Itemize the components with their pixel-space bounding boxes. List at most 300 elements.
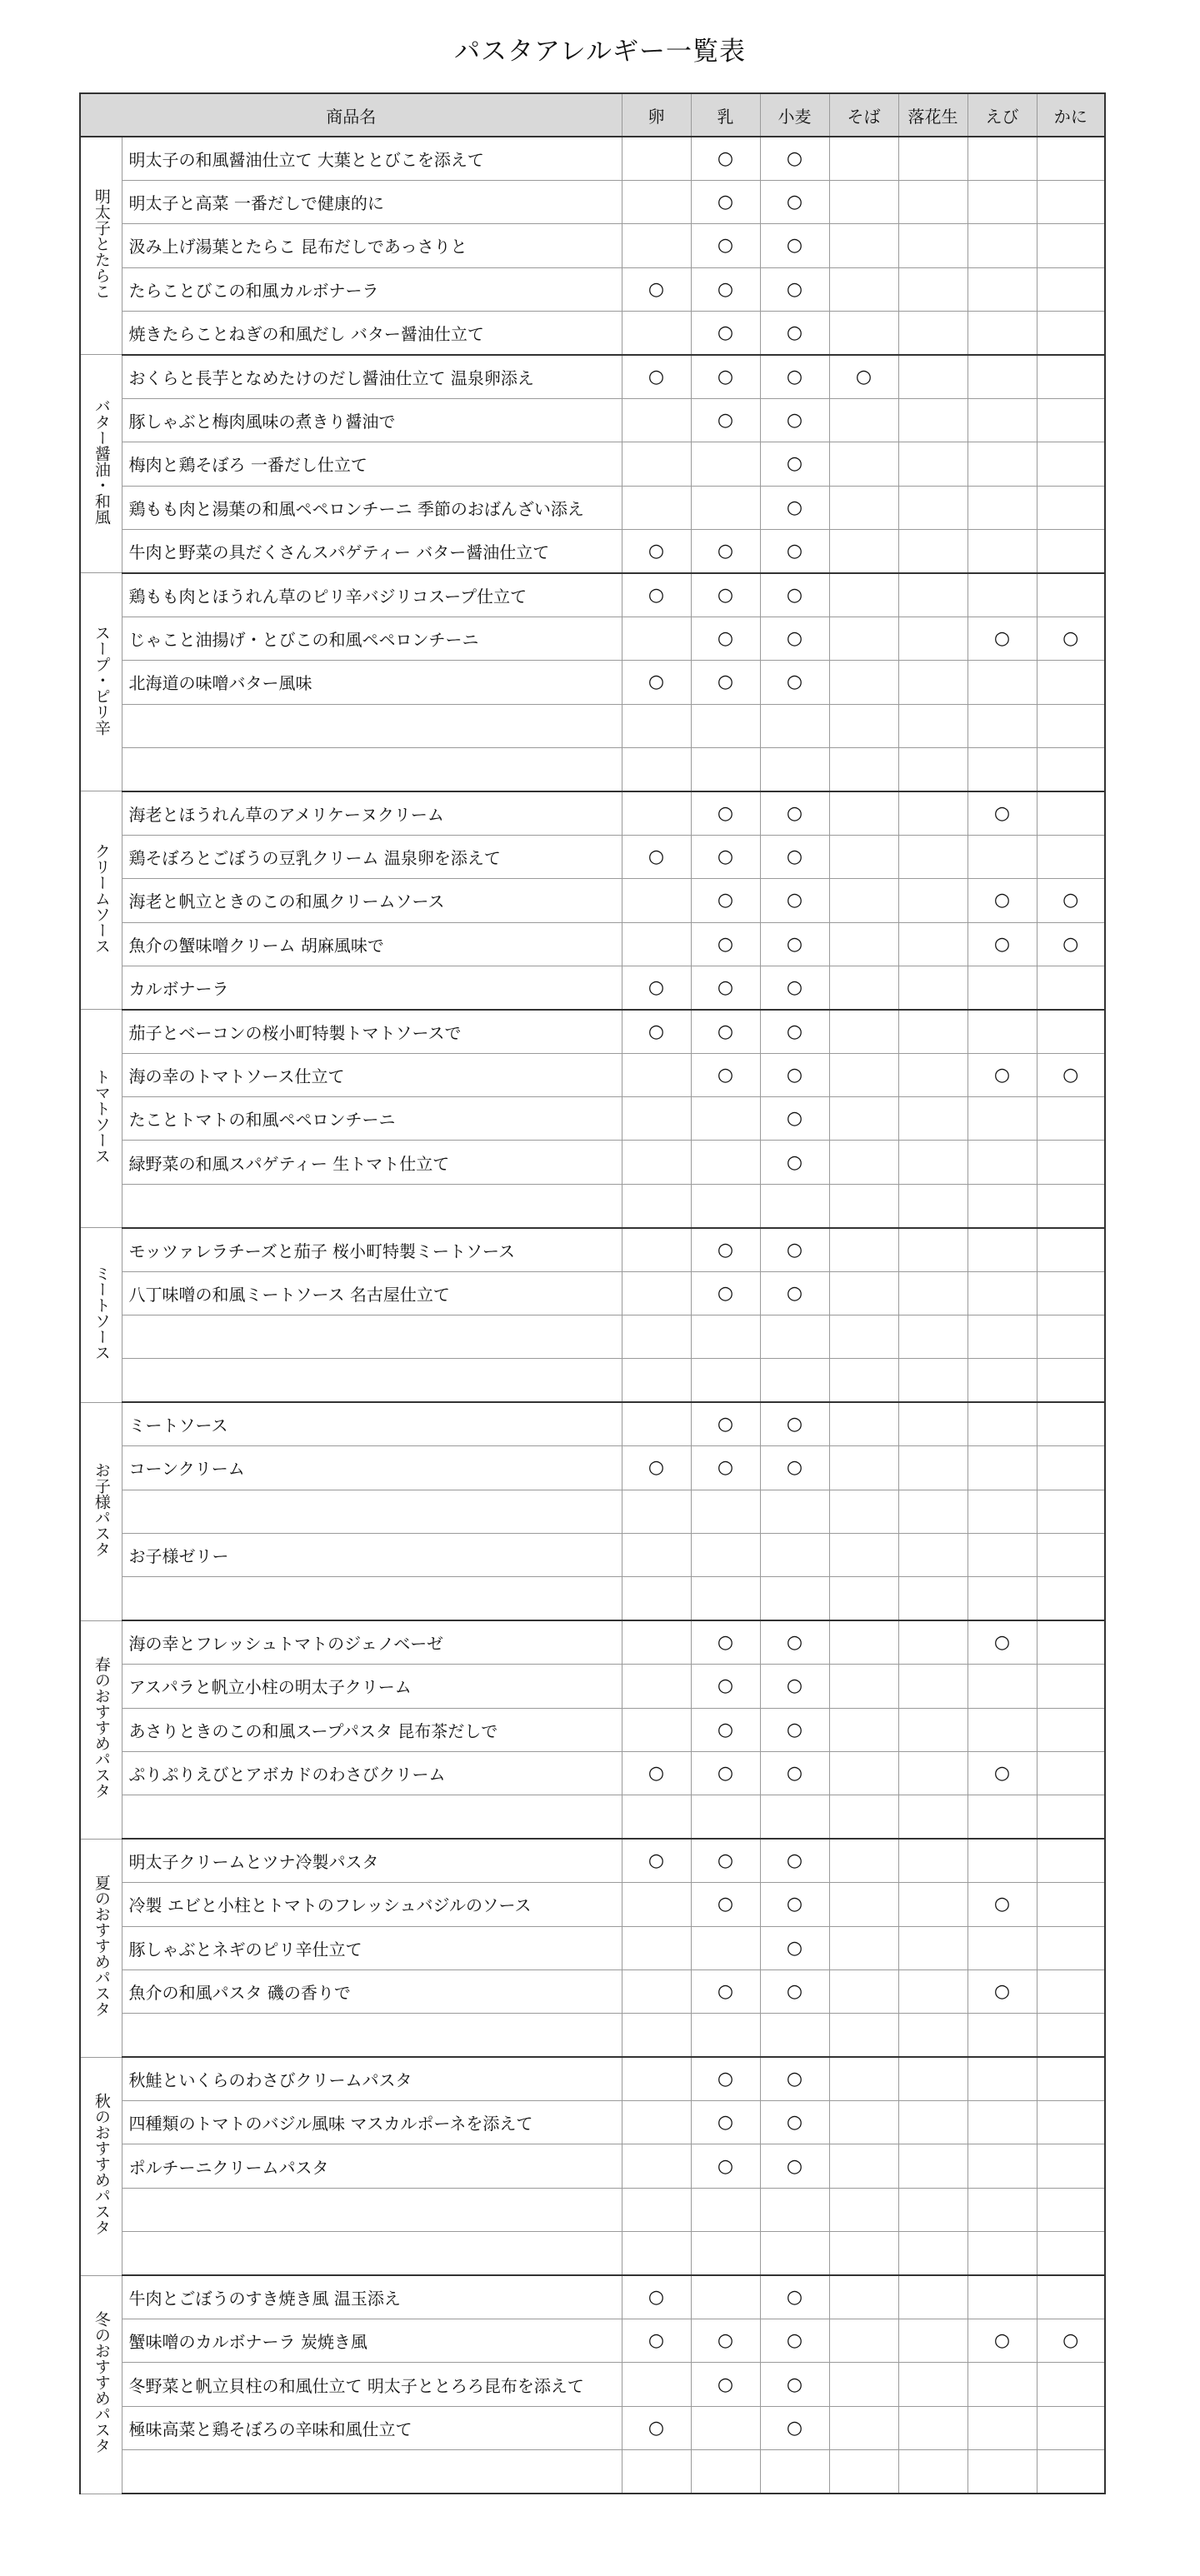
allergen-cell-wheat xyxy=(760,1577,829,1620)
allergen-cell-wheat xyxy=(760,2232,829,2275)
table-row xyxy=(80,1141,1105,1184)
allergen-cell-crab xyxy=(1037,1184,1105,1227)
allergen-cell-shrimp xyxy=(968,1446,1037,1490)
product-name-cell: 八丁味噌の和風ミートソース 名古屋仕立て xyxy=(122,1271,622,1315)
category-group xyxy=(80,1228,1105,1403)
allergen-cell-milk: ○ xyxy=(691,1665,760,1708)
allergen-cell-peanut xyxy=(898,617,968,660)
allergen-cell-shrimp xyxy=(968,2101,1037,2144)
allergen-cell-crab xyxy=(1037,530,1105,573)
allergen-cell-egg: ○ xyxy=(622,661,691,704)
allergen-cell-shrimp: ○ xyxy=(968,1620,1037,1664)
allergen-cell-peanut xyxy=(898,879,968,922)
allergen-cell-buckwheat xyxy=(829,661,898,704)
allergen-cell-shrimp xyxy=(968,312,1037,355)
allergen-cell-peanut xyxy=(898,2057,968,2100)
allergen-cell-milk: ○ xyxy=(691,661,760,704)
product-name-cell: 焼きたらことねぎの和風だし バター醤油仕立て xyxy=(122,312,622,355)
allergen-cell-shrimp: ○ xyxy=(968,879,1037,922)
table-row xyxy=(80,2363,1105,2406)
allergen-cell-shrimp xyxy=(968,966,1037,1009)
allergen-cell-buckwheat xyxy=(829,1446,898,1490)
allergen-cell-wheat: ○ xyxy=(760,530,829,573)
allergen-cell-crab xyxy=(1037,1534,1105,1577)
product-name-cell: モッツァレラチーズと茄子 桜小町特製ミートソース xyxy=(122,1228,622,1271)
allergen-cell-peanut xyxy=(898,1577,968,1620)
allergen-cell-buckwheat xyxy=(829,1097,898,1141)
header-egg: 卵 xyxy=(622,93,691,137)
allergen-cell-egg: ○ xyxy=(622,1839,691,1882)
allergen-cell-shrimp xyxy=(968,355,1037,398)
category-cell xyxy=(80,1839,122,2057)
allergen-cell-buckwheat xyxy=(829,2363,898,2406)
table-row xyxy=(80,1708,1105,1751)
allergen-cell-crab xyxy=(1037,1141,1105,1184)
category-label: 秋のおすすめパスタ xyxy=(92,2093,111,2236)
allergen-cell-shrimp: ○ xyxy=(968,791,1037,835)
allergen-cell-wheat: ○ xyxy=(760,2144,829,2188)
allergen-cell-milk: ○ xyxy=(691,2319,760,2363)
allergen-cell-milk xyxy=(691,2450,760,2494)
allergen-cell-buckwheat xyxy=(829,1620,898,1664)
table-row xyxy=(80,2319,1105,2363)
product-name-cell: 牛肉と野菜の具だくさんスパゲティー バター醤油仕立て xyxy=(122,530,622,573)
table-row xyxy=(80,1883,1105,1926)
allergen-cell-shrimp xyxy=(968,1577,1037,1620)
allergen-cell-shrimp xyxy=(968,1795,1037,1839)
allergen-cell-crab: ○ xyxy=(1037,922,1105,966)
allergen-cell-milk xyxy=(691,442,760,486)
allergen-cell-milk: ○ xyxy=(691,2057,760,2100)
allergen-cell-shrimp xyxy=(968,1184,1037,1227)
allergen-cell-wheat: ○ xyxy=(760,1228,829,1271)
allergen-cell-wheat xyxy=(760,2450,829,2494)
allergen-cell-milk xyxy=(691,1490,760,1533)
allergen-cell-crab xyxy=(1037,573,1105,617)
allergen-cell-buckwheat xyxy=(829,747,898,791)
allergen-cell-peanut xyxy=(898,922,968,966)
product-name-cell: 海老と帆立ときのこの和風クリームソース xyxy=(122,879,622,922)
allergen-cell-wheat: ○ xyxy=(760,1665,829,1708)
product-name-cell: 梅肉と鶏そぼろ 一番だし仕立て xyxy=(122,442,622,486)
allergen-cell-egg xyxy=(622,1969,691,2013)
allergen-cell-peanut xyxy=(898,1883,968,1926)
allergen-cell-egg xyxy=(622,1053,691,1096)
allergen-cell-egg: ○ xyxy=(622,2319,691,2363)
allergen-cell-shrimp: ○ xyxy=(968,922,1037,966)
category-label: スープ・ピリ辛 xyxy=(92,624,111,736)
allergen-cell-wheat xyxy=(760,1315,829,1359)
product-name-cell: 北海道の味噌バター風味 xyxy=(122,661,622,704)
allergen-cell-buckwheat xyxy=(829,2188,898,2231)
allergen-cell-shrimp xyxy=(968,2363,1037,2406)
allergen-cell-crab xyxy=(1037,1010,1105,1053)
allergen-cell-milk xyxy=(691,1315,760,1359)
allergen-cell-milk xyxy=(691,1097,760,1141)
allergen-cell-peanut xyxy=(898,1751,968,1795)
allergen-cell-buckwheat xyxy=(829,1271,898,1315)
allergen-cell-crab xyxy=(1037,2406,1105,2449)
allergen-cell-wheat xyxy=(760,704,829,747)
allergen-cell-buckwheat xyxy=(829,617,898,660)
allergen-cell-crab xyxy=(1037,2188,1105,2231)
allergen-cell-egg xyxy=(622,879,691,922)
product-name-cell: 海の幸のトマトソース仕立て xyxy=(122,1053,622,1096)
table-row xyxy=(80,2275,1105,2319)
allergen-cell-egg xyxy=(622,791,691,835)
allergen-cell-crab: ○ xyxy=(1037,1053,1105,1096)
allergen-cell-peanut xyxy=(898,442,968,486)
table-row xyxy=(80,704,1105,747)
allergen-cell-peanut xyxy=(898,1490,968,1533)
allergen-cell-peanut xyxy=(898,966,968,1009)
allergen-cell-shrimp xyxy=(968,1228,1037,1271)
table-row xyxy=(80,1315,1105,1359)
allergen-cell-shrimp: ○ xyxy=(968,1751,1037,1795)
table-row xyxy=(80,1751,1105,1795)
allergen-cell-buckwheat xyxy=(829,530,898,573)
category-label: クリームソース xyxy=(92,842,111,954)
category-label: 冬のおすすめパスタ xyxy=(92,2310,111,2454)
allergen-cell-crab: ○ xyxy=(1037,617,1105,660)
allergen-cell-milk: ○ xyxy=(691,137,760,180)
allergen-cell-egg xyxy=(622,312,691,355)
page-title: パスタアレルギー一覧表 xyxy=(454,37,746,67)
allergen-cell-crab xyxy=(1037,442,1105,486)
category-group xyxy=(80,1402,1105,1620)
product-name-cell: 茄子とベーコンの桜小町特製トマトソースで xyxy=(122,1010,622,1053)
table-row xyxy=(80,1969,1105,2013)
allergen-cell-crab xyxy=(1037,1926,1105,1969)
allergen-cell-egg xyxy=(622,2450,691,2494)
allergen-cell-shrimp xyxy=(968,2406,1037,2449)
allergen-cell-milk: ○ xyxy=(691,1751,760,1795)
allergen-cell-wheat: ○ xyxy=(760,2275,829,2319)
allergen-cell-crab xyxy=(1037,355,1105,398)
table-row xyxy=(80,355,1105,398)
category-label: 明太子とたらこ xyxy=(92,188,111,300)
allergen-cell-buckwheat xyxy=(829,1053,898,1096)
allergen-cell-wheat: ○ xyxy=(760,791,829,835)
table-row xyxy=(80,1402,1105,1445)
category-label: 夏のおすすめパスタ xyxy=(92,1875,111,2018)
product-name-cell xyxy=(122,1359,622,1402)
allergen-cell-crab: ○ xyxy=(1037,2319,1105,2363)
table-row xyxy=(80,1490,1105,1533)
header-milk: 乳 xyxy=(691,93,760,137)
category-cell xyxy=(80,1402,122,1620)
allergen-cell-wheat: ○ xyxy=(760,2406,829,2449)
allergen-cell-buckwheat xyxy=(829,442,898,486)
category-label: ミートソース xyxy=(92,1265,111,1360)
allergen-cell-egg xyxy=(622,1141,691,1184)
product-name-cell: 明太子クリームとツナ冷製パスタ xyxy=(122,1839,622,1882)
allergen-cell-peanut xyxy=(898,1665,968,1708)
allergen-cell-shrimp xyxy=(968,1097,1037,1141)
allergen-cell-wheat xyxy=(760,1490,829,1533)
allergen-cell-wheat: ○ xyxy=(760,1446,829,1490)
table-row xyxy=(80,1534,1105,1577)
allergen-cell-egg xyxy=(622,1926,691,1969)
table-row xyxy=(80,486,1105,529)
table-row xyxy=(80,137,1105,180)
allergen-cell-milk: ○ xyxy=(691,1620,760,1664)
allergen-cell-peanut xyxy=(898,398,968,442)
allergen-cell-milk: ○ xyxy=(691,1839,760,1882)
allergen-cell-buckwheat xyxy=(829,1490,898,1533)
allergen-cell-peanut xyxy=(898,137,968,180)
allergen-cell-milk: ○ xyxy=(691,2101,760,2144)
allergen-cell-egg xyxy=(622,922,691,966)
allergen-cell-buckwheat xyxy=(829,2319,898,2363)
product-name-cell xyxy=(122,1577,622,1620)
product-name-cell: 鶏もも肉とほうれん草のピリ辛バジリコスープ仕立て xyxy=(122,573,622,617)
allergen-cell-milk: ○ xyxy=(691,922,760,966)
allergen-cell-peanut xyxy=(898,2144,968,2188)
allergen-cell-crab xyxy=(1037,2363,1105,2406)
allergen-cell-shrimp xyxy=(968,137,1037,180)
product-name-cell: たことトマトの和風ペペロンチーニ xyxy=(122,1097,622,1141)
allergen-cell-crab xyxy=(1037,312,1105,355)
table-row xyxy=(80,1795,1105,1839)
category-group xyxy=(80,2275,1105,2494)
allergen-cell-egg xyxy=(622,747,691,791)
allergen-cell-buckwheat xyxy=(829,791,898,835)
allergen-cell-crab xyxy=(1037,1359,1105,1402)
allergen-cell-milk: ○ xyxy=(691,617,760,660)
product-name-cell xyxy=(122,747,622,791)
allergen-cell-crab xyxy=(1037,747,1105,791)
allergen-cell-shrimp xyxy=(968,573,1037,617)
allergen-cell-wheat: ○ xyxy=(760,1708,829,1751)
allergen-cell-milk xyxy=(691,1926,760,1969)
allergen-cell-egg xyxy=(622,1315,691,1359)
allergen-cell-crab xyxy=(1037,1751,1105,1795)
allergen-cell-wheat: ○ xyxy=(760,922,829,966)
header-buckwheat: そば xyxy=(829,93,898,137)
table-row xyxy=(80,661,1105,704)
allergen-cell-peanut xyxy=(898,791,968,835)
table-row xyxy=(80,398,1105,442)
allergen-cell-shrimp xyxy=(968,1839,1037,1882)
allergen-cell-crab xyxy=(1037,267,1105,311)
allergen-cell-egg xyxy=(622,1708,691,1751)
allergen-cell-crab xyxy=(1037,1620,1105,1664)
product-name-cell: 魚介の蟹味噌クリーム 胡麻風味で xyxy=(122,922,622,966)
table-row xyxy=(80,2101,1105,2144)
allergen-cell-milk: ○ xyxy=(691,1708,760,1751)
allergen-cell-milk: ○ xyxy=(691,224,760,267)
allergen-cell-egg xyxy=(622,2363,691,2406)
allergen-cell-peanut xyxy=(898,530,968,573)
allergen-cell-milk: ○ xyxy=(691,530,760,573)
allergen-cell-buckwheat xyxy=(829,312,898,355)
allergen-cell-buckwheat xyxy=(829,1969,898,2013)
allergen-cell-shrimp xyxy=(968,1402,1037,1445)
product-name-cell: 海の幸とフレッシュトマトのジェノベーゼ xyxy=(122,1620,622,1664)
allergen-cell-milk xyxy=(691,1359,760,1402)
allergen-cell-peanut xyxy=(898,1141,968,1184)
product-name-cell: 極味高菜と鶏そぼろの辛味和風仕立て xyxy=(122,2406,622,2449)
allergen-cell-milk xyxy=(691,1141,760,1184)
category-label: お子様パスタ xyxy=(92,1461,111,1557)
allergen-cell-egg: ○ xyxy=(622,573,691,617)
allergen-cell-egg xyxy=(622,1795,691,1839)
allergen-cell-buckwheat xyxy=(829,1184,898,1227)
allergen-cell-wheat: ○ xyxy=(760,1839,829,1882)
allergen-cell-egg: ○ xyxy=(622,2275,691,2319)
allergen-cell-buckwheat xyxy=(829,2232,898,2275)
table-row xyxy=(80,1271,1105,1315)
allergen-cell-buckwheat xyxy=(829,1708,898,1751)
allergen-cell-wheat: ○ xyxy=(760,573,829,617)
table-row xyxy=(80,1926,1105,1969)
allergen-cell-crab xyxy=(1037,2014,1105,2057)
category-label: バター醤油・和風 xyxy=(92,398,111,526)
allergen-cell-peanut xyxy=(898,1228,968,1271)
allergen-cell-buckwheat xyxy=(829,1751,898,1795)
allergen-cell-shrimp: ○ xyxy=(968,2319,1037,2363)
allergen-cell-peanut xyxy=(898,2319,968,2363)
allergen-cell-milk: ○ xyxy=(691,791,760,835)
allergen-cell-egg xyxy=(622,2101,691,2144)
allergen-cell-wheat xyxy=(760,2014,829,2057)
product-name-cell: 魚介の和風パスタ 磯の香りで xyxy=(122,1969,622,2013)
allergen-cell-shrimp xyxy=(968,530,1037,573)
product-name-cell: じゃこと油揚げ・とびこの和風ペペロンチーニ xyxy=(122,617,622,660)
product-name-cell: あさりときのこの和風スープパスタ 昆布茶だしで xyxy=(122,1708,622,1751)
category-group xyxy=(80,2057,1105,2275)
allergen-cell-crab xyxy=(1037,1969,1105,2013)
allergen-cell-shrimp xyxy=(968,835,1037,878)
allergen-cell-egg: ○ xyxy=(622,530,691,573)
product-name-cell xyxy=(122,1490,622,1533)
table-row xyxy=(80,1228,1105,1271)
allergen-cell-milk xyxy=(691,2014,760,2057)
allergen-cell-peanut xyxy=(898,1097,968,1141)
allergen-cell-peanut xyxy=(898,224,968,267)
allergen-cell-buckwheat: ○ xyxy=(829,355,898,398)
table-row xyxy=(80,1577,1105,1620)
allergen-cell-egg xyxy=(622,617,691,660)
allergen-cell-buckwheat xyxy=(829,1359,898,1402)
category-cell xyxy=(80,2275,122,2494)
allergen-cell-egg xyxy=(622,704,691,747)
product-name-cell: カルボナーラ xyxy=(122,966,622,1009)
product-name-cell: 汲み上げ湯葉とたらこ 昆布だしであっさりと xyxy=(122,224,622,267)
product-name-cell: ぷりぷりえびとアボカドのわさびクリーム xyxy=(122,1751,622,1795)
allergen-cell-crab xyxy=(1037,486,1105,529)
allergen-cell-crab xyxy=(1037,1446,1105,1490)
category-label: 春のおすすめパスタ xyxy=(92,1656,111,1800)
product-name-cell xyxy=(122,2188,622,2231)
table-row xyxy=(80,2406,1105,2449)
allergen-cell-milk xyxy=(691,704,760,747)
allergen-cell-wheat: ○ xyxy=(760,180,829,223)
product-name-cell: 蟹味噌のカルボナーラ 炭焼き風 xyxy=(122,2319,622,2363)
header-shrimp: えび xyxy=(968,93,1037,137)
allergen-cell-wheat xyxy=(760,1359,829,1402)
allergen-cell-crab xyxy=(1037,704,1105,747)
category-cell xyxy=(80,1010,122,1228)
allergen-cell-wheat: ○ xyxy=(760,835,829,878)
allergen-cell-shrimp xyxy=(968,2188,1037,2231)
allergen-cell-milk: ○ xyxy=(691,966,760,1009)
allergen-cell-peanut xyxy=(898,1010,968,1053)
table-row xyxy=(80,267,1105,311)
allergen-cell-peanut xyxy=(898,355,968,398)
header-crab: かに xyxy=(1037,93,1105,137)
table-row xyxy=(80,2232,1105,2275)
allergen-cell-milk: ○ xyxy=(691,1969,760,2013)
allergen-cell-egg xyxy=(622,2232,691,2275)
allergen-cell-buckwheat xyxy=(829,1665,898,1708)
allergen-cell-egg xyxy=(622,1490,691,1533)
allergen-cell-peanut xyxy=(898,661,968,704)
allergen-cell-shrimp: ○ xyxy=(968,1969,1037,2013)
allergen-cell-buckwheat xyxy=(829,2450,898,2494)
table-row xyxy=(80,1053,1105,1096)
allergen-cell-milk xyxy=(691,1577,760,1620)
allergen-cell-buckwheat xyxy=(829,879,898,922)
allergen-cell-buckwheat xyxy=(829,2144,898,2188)
allergen-cell-egg: ○ xyxy=(622,355,691,398)
allergen-cell-peanut xyxy=(898,1795,968,1839)
allergen-cell-egg xyxy=(622,1534,691,1577)
allergen-cell-shrimp xyxy=(968,2144,1037,2188)
allergen-cell-peanut xyxy=(898,1839,968,1882)
allergen-cell-egg xyxy=(622,2144,691,2188)
allergen-cell-crab xyxy=(1037,224,1105,267)
allergen-cell-buckwheat xyxy=(829,398,898,442)
allergen-cell-wheat: ○ xyxy=(760,486,829,529)
allergen-cell-egg xyxy=(622,398,691,442)
allergen-cell-wheat: ○ xyxy=(760,267,829,311)
category-group xyxy=(80,137,1105,355)
allergen-cell-shrimp xyxy=(968,1271,1037,1315)
allergen-cell-buckwheat xyxy=(829,1577,898,1620)
allergen-cell-shrimp xyxy=(968,2450,1037,2494)
table-row xyxy=(80,1184,1105,1227)
table-row xyxy=(80,617,1105,660)
allergen-cell-buckwheat xyxy=(829,1839,898,1882)
category-cell xyxy=(80,791,122,1010)
table-row xyxy=(80,1620,1105,1664)
allergen-cell-buckwheat xyxy=(829,2057,898,2100)
allergen-cell-wheat xyxy=(760,1184,829,1227)
product-name-cell: ミートソース xyxy=(122,1402,622,1445)
table-row xyxy=(80,1839,1105,1882)
product-name-cell: アスパラと帆立小柱の明太子クリーム xyxy=(122,1665,622,1708)
allergen-cell-wheat: ○ xyxy=(760,224,829,267)
allergen-cell-peanut xyxy=(898,1053,968,1096)
allergen-cell-shrimp xyxy=(968,486,1037,529)
allergen-cell-buckwheat xyxy=(829,1402,898,1445)
category-cell xyxy=(80,137,122,355)
allergen-cell-egg xyxy=(622,2188,691,2231)
allergen-cell-crab xyxy=(1037,661,1105,704)
product-name-cell: 緑野菜の和風スパゲティー 生トマト仕立て xyxy=(122,1141,622,1184)
allergen-cell-wheat: ○ xyxy=(760,1053,829,1096)
category-group xyxy=(80,791,1105,1010)
allergen-cell-egg: ○ xyxy=(622,1446,691,1490)
allergen-cell-peanut xyxy=(898,2275,968,2319)
allergen-cell-wheat: ○ xyxy=(760,1620,829,1664)
allergen-cell-wheat: ○ xyxy=(760,1926,829,1969)
allergen-cell-egg xyxy=(622,1359,691,1402)
allergen-cell-egg xyxy=(622,1271,691,1315)
allergen-cell-milk: ○ xyxy=(691,573,760,617)
